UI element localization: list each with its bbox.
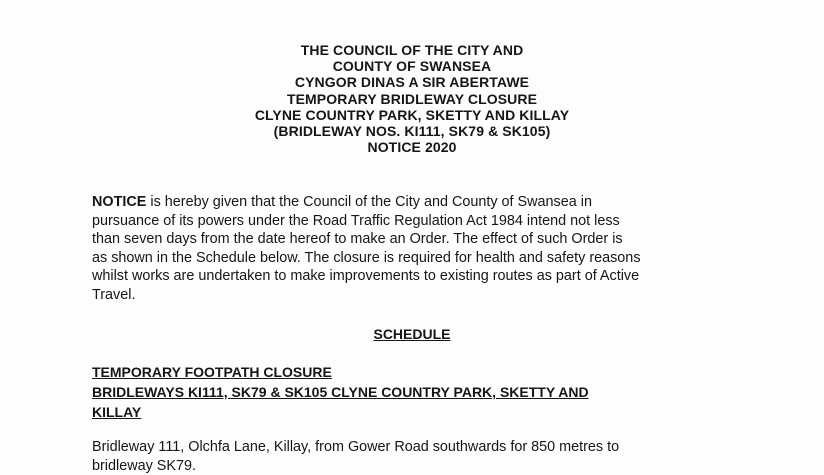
heading-line: TEMPORARY BRIDLEWAY CLOSURE <box>286 90 538 107</box>
bridleways-title-line: KILLAY <box>92 404 142 420</box>
schedule-body-line: bridleway SK79. <box>92 457 196 474</box>
schedule-body-line: Bridleway 111, Olchfa Lane, Killay, from Gower Road southwards for 850 metres to <box>92 439 620 455</box>
document-heading <box>0 42 824 155</box>
notice-line-text: is hereby given that the Council of the City and County of Swansea in <box>146 194 592 210</box>
closure-title: TEMPORARY FOOTPATH CLOSURE <box>92 364 332 380</box>
notice-paragraph <box>92 193 752 305</box>
heading-line: NOTICE 2020 <box>367 139 457 156</box>
notice-line: as shown in the Schedule below. The closure is required for health and safety reasons <box>92 249 641 266</box>
bridleways-title-line: BRIDLEWAYS KI111, SK79 & SK105 CLYNE COUNTRY PARK, SKETTY AND <box>92 384 589 400</box>
notice-line: than seven days from the date hereof to make an Order. The effect of such Order is <box>92 231 623 248</box>
notice-lead-word: NOTICE <box>92 194 147 210</box>
schedule-title: SCHEDULE <box>373 326 451 342</box>
notice-line: whilst works are undertaken to make improvements to existing routes as part of Active <box>92 268 640 285</box>
heading-line: THE COUNCIL OF THE CITY AND <box>300 42 524 58</box>
bridleways-title <box>92 382 732 422</box>
schedule-body <box>92 438 752 475</box>
heading-line: CYNGOR DINAS A SIR ABERTAWE <box>294 74 530 91</box>
heading-line: (BRIDLEWAY NOS. KI111, SK79 & SK105) <box>273 123 551 140</box>
notice-line: pursuance of its powers under the Road Traffic Regulation Act 1984 intend not less <box>92 212 620 229</box>
heading-line: CLYNE COUNTRY PARK, SKETTY AND KILLAY <box>254 106 570 123</box>
notice-line <box>92 193 752 212</box>
heading-line: COUNTY OF SWANSEA <box>332 58 492 75</box>
notice-line: Travel. <box>92 286 136 303</box>
